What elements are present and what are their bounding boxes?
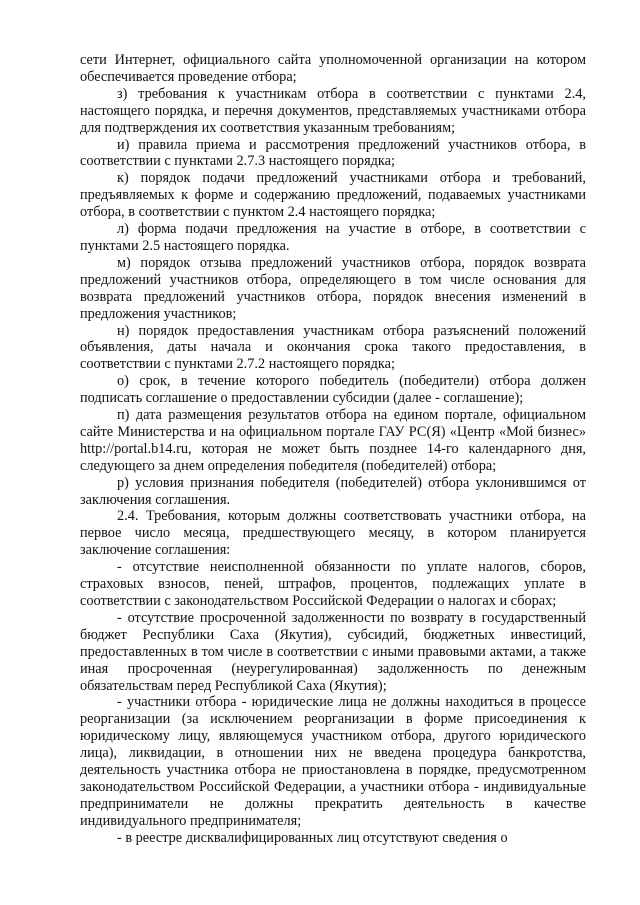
paragraph-requirement-reorganization: - участники отбора - юридические лица не должны находиться в процессе реорганизации (за исключением реорганизации в форме присоединения к юридическому лицу, являющемуся участником отбора, другого юридического лица), ликвидации, в отношении них не введена процедура банкротства, деятельность участника отбора не приостановлена в порядке, предусмотренном законодательством Российской Федерации, а участники отбора - индивидуальные предприниматели не должны прекратить деятельность в качестве индивидуального предпринимателя;: [80, 694, 586, 829]
paragraph-item-n: н) порядок предоставления участникам отбора разъяснений положений объявления, даты начала и окончания срока такого предоставления, в соответствии с пунктами 2.7.2 настоящего порядка;: [80, 322, 586, 373]
paragraph-item-z: з) требования к участникам отбора в соответствии с пунктами 2.4, настоящего порядка, и перечня документов, представляемых участниками отбора для подтверждения их соответствия указанным требованиям;: [80, 85, 586, 136]
paragraph-item-l: л) форма подачи предложения на участие в отборе, в соответствии с пунктами 2.5 настоящего порядка.: [80, 221, 586, 254]
paragraph-item-i: и) правила приема и рассмотрения предложений участников отбора, в соответствии с пунктами 2.7.3 настоящего порядка;: [80, 136, 586, 170]
paragraph-item-p: п) дата размещения результатов отбора на едином портале, официальном сайте Министерства и на официальном портале ГАУ РС(Я) «Центр «Мой бизнес» http://portal.b14.ru, которая не может быть позднее 14-го календарного дня, следующего за днем определения победителя (победителей) отбора;: [80, 407, 586, 474]
document-body: [80, 52, 586, 847]
paragraph-section-2-4: 2.4. Требования, которым должны соответствовать участники отбора, на первое число месяца, предшествующего месяцу, в котором планируется заключение соглашения:: [80, 508, 586, 559]
paragraph-item-r: р) условия признания победителя (победителей) отбора уклонившимся от заключения соглашения.: [80, 474, 586, 508]
paragraph-item-m: м) порядок отзыва предложений участников отбора, порядок возврата предложений участников отбора, определяющего в том числе основания для возврата предложений участников отбора, порядок внесения изменений в предложения участников;: [80, 254, 586, 322]
paragraph-requirement-disqualified-registry: - в реестре дисквалифицированных лиц отсутствуют сведения о: [117, 829, 508, 846]
paragraph-item-k: к) порядок подачи предложений участниками отбора и требований, предъявляемых к форме и содержанию предложений, подаваемых участниками отбора, в соответствии с пунктом 2.4 настоящего порядка;: [80, 170, 586, 221]
paragraph-continuation: сети Интернет, официального сайта уполномоченной организации на котором обеспечивается проведение отбора;: [80, 52, 586, 85]
paragraph-item-o: о) срок, в течение которого победитель (победители) отбора должен подписать соглашение о предоставлении субсидии (далее - соглашение);: [80, 373, 586, 407]
paragraph-requirement-taxes: - отсутствие неисполненной обязанности по уплате налогов, сборов, страховых взносов, пеней, штрафов, процентов, подлежащих уплате в соответствии с законодательством Российской Федерации о налогах и сборах;: [80, 559, 586, 609]
paragraph-requirement-debt: - отсутствие просроченной задолженности по возврату в государственный бюджет Республики Саха (Якутия), субсидий, бюджетных инвестиций, предоставленных в том числе в соответствии с иными правовыми актами, а также иная просроченная (неурегулированная) задолженность по денежным обязательствам перед Республикой Саха (Якутия);: [80, 609, 586, 694]
